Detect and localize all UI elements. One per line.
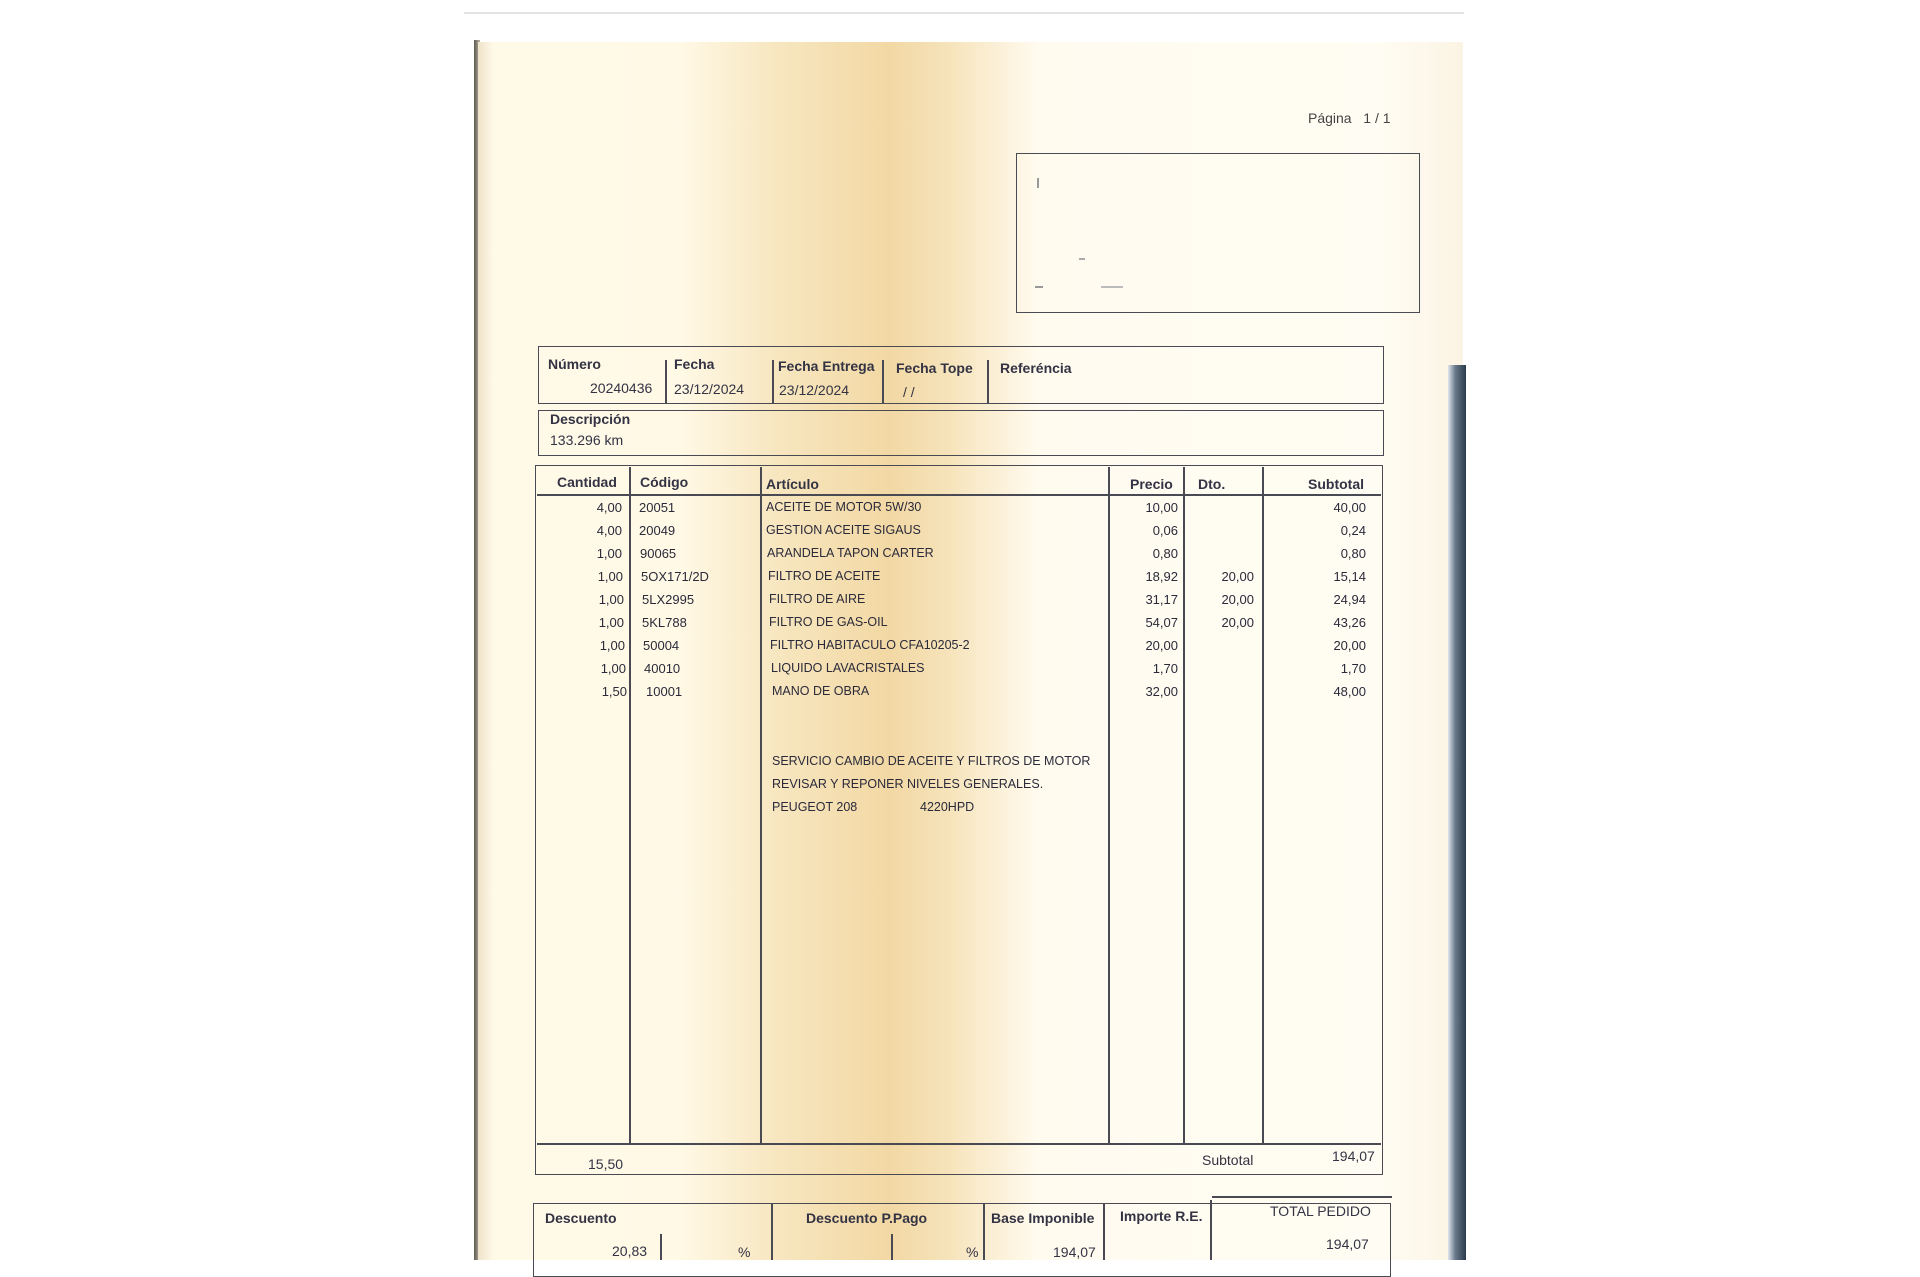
referencia-label: Referéncia — [1000, 360, 1072, 376]
base-imponible-label: Base Imponible — [991, 1210, 1095, 1226]
fecha-label: Fecha — [674, 356, 715, 372]
cell-articulo: GESTION ACEITE SIGAUS — [766, 523, 921, 537]
cell-cantidad: 1,00 — [598, 615, 624, 630]
col-precio: Precio — [1130, 476, 1173, 492]
base-imponible-value: 194,07 — [1053, 1244, 1096, 1260]
cell-codigo: 20051 — [639, 500, 676, 515]
header-divider — [882, 360, 884, 404]
cell-articulo: FILTRO HABITACULO CFA10205-2 — [770, 638, 970, 652]
col-subtotal: Subtotal — [1308, 476, 1364, 492]
pronto-pago-percent: % — [966, 1244, 979, 1260]
table-header-rule — [537, 494, 1381, 496]
fecha-tope-label: Fecha Tope — [896, 360, 973, 376]
cell-codigo: 5LX2995 — [642, 592, 695, 607]
subtotal-label: Subtotal — [1202, 1152, 1254, 1168]
descripcion-label: Descripción — [550, 411, 631, 427]
cell-precio: 1,70 — [1152, 661, 1178, 676]
cell-precio: 32,00 — [1145, 684, 1178, 699]
numero-label: Número — [548, 356, 601, 372]
table-row — [0, 615, 1920, 637]
page-number — [1308, 110, 1391, 126]
fecha-tope-value: / / — [903, 384, 915, 400]
page-label: Página — [1308, 110, 1352, 126]
descuento-value: 20,83 — [612, 1243, 648, 1259]
vehicle-plate: 4220HPD — [920, 800, 975, 814]
total-pedido-label: TOTAL PEDIDO — [1270, 1203, 1371, 1219]
cell-precio: 20,00 — [1145, 638, 1178, 653]
fecha-value: 23/12/2024 — [674, 381, 745, 397]
totals-divider — [983, 1204, 985, 1260]
customer-address-box — [1016, 153, 1420, 313]
total-pedido-value: 194,07 — [1326, 1236, 1369, 1252]
service-note: SERVICIO CAMBIO DE ACEITE Y FILTROS DE MOTOR — [772, 754, 1091, 768]
cell-subtotal: 0,24 — [1340, 523, 1366, 538]
descuento-percent: % — [738, 1244, 751, 1260]
cell-subtotal: 24,94 — [1333, 592, 1366, 607]
importe-re-label: Importe R.E. — [1120, 1208, 1203, 1224]
cell-cantidad: 4,00 — [596, 523, 622, 538]
cell-cantidad: 1,00 — [600, 661, 626, 676]
cell-codigo: 10001 — [646, 684, 683, 699]
totals-divider — [660, 1234, 662, 1260]
header-divider — [772, 360, 774, 404]
descripcion-value: 133.296 km — [550, 432, 624, 448]
table-row — [0, 500, 1920, 522]
header-divider — [665, 360, 667, 404]
totals-divider — [1103, 1204, 1105, 1260]
cell-cantidad: 4,00 — [596, 500, 622, 515]
fecha-entrega-label: Fecha Entrega — [778, 358, 875, 374]
redaction-mark — [1079, 258, 1085, 260]
table-row — [0, 546, 1920, 568]
cell-codigo: 40010 — [644, 661, 681, 676]
total-cantidad: 15,50 — [588, 1156, 624, 1172]
redaction-mark — [1035, 286, 1043, 288]
totals-divider — [771, 1204, 773, 1260]
totals-divider — [1210, 1200, 1212, 1260]
redaction-mark — [1037, 178, 1039, 188]
cell-subtotal: 15,14 — [1333, 569, 1366, 584]
cell-articulo: FILTRO DE GAS-OIL — [769, 615, 888, 629]
cell-subtotal: 40,00 — [1333, 500, 1366, 515]
cell-codigo: 90065 — [640, 546, 677, 561]
col-articulo: Artículo — [766, 476, 819, 492]
cell-precio: 31,17 — [1145, 592, 1178, 607]
cell-subtotal: 0,80 — [1340, 546, 1366, 561]
table-row — [0, 684, 1920, 706]
cell-cantidad: 1,00 — [597, 569, 623, 584]
redaction-mark — [1101, 286, 1123, 288]
service-note: PEUGEOT 208 — [772, 800, 858, 814]
pronto-pago-label: Descuento P.Pago — [806, 1210, 928, 1226]
table-row — [0, 523, 1920, 545]
col-cantidad: Cantidad — [557, 474, 617, 490]
total-pedido-top-rule — [1212, 1196, 1392, 1198]
cell-precio: 54,07 — [1145, 615, 1178, 630]
service-note: REVISAR Y REPONER NIVELES GENERALES. — [772, 777, 1044, 791]
cell-articulo: MANO DE OBRA — [772, 684, 870, 698]
cell-precio: 10,00 — [1145, 500, 1178, 515]
numero-value: 20240436 — [590, 380, 653, 396]
cell-codigo: 5OX171/2D — [641, 569, 709, 584]
col-dto: Dto. — [1198, 476, 1226, 492]
cell-articulo: ACEITE DE MOTOR 5W/30 — [766, 500, 922, 514]
subtotal-value: 194,07 — [1332, 1148, 1375, 1164]
scan-top-edge — [464, 12, 1464, 14]
descuento-label: Descuento — [545, 1210, 617, 1226]
cell-articulo: FILTRO DE ACEITE — [768, 569, 881, 583]
cell-dto: 20,00 — [1221, 592, 1254, 607]
cell-subtotal: 20,00 — [1333, 638, 1366, 653]
cell-precio: 18,92 — [1145, 569, 1178, 584]
col-codigo: Código — [640, 474, 689, 490]
page-value: 1 / 1 — [1363, 110, 1391, 126]
cell-subtotal: 1,70 — [1340, 661, 1366, 676]
cell-articulo: ARANDELA TAPON CARTER — [767, 546, 934, 560]
cell-precio: 0,80 — [1152, 546, 1178, 561]
table-footer-rule — [537, 1143, 1381, 1145]
cell-codigo: 20049 — [639, 523, 676, 538]
cell-subtotal: 48,00 — [1333, 684, 1366, 699]
cell-cantidad: 1,00 — [598, 592, 624, 607]
totals-box — [533, 1203, 1391, 1277]
cell-codigo: 5KL788 — [642, 615, 687, 630]
cell-dto: 20,00 — [1221, 569, 1254, 584]
descripcion-box — [538, 410, 1384, 456]
cell-cantidad: 1,00 — [599, 638, 625, 653]
header-divider — [987, 360, 989, 404]
cell-articulo: FILTRO DE AIRE — [769, 592, 866, 606]
cell-cantidad: 1,00 — [596, 546, 622, 561]
cell-dto: 20,00 — [1221, 615, 1254, 630]
cell-subtotal: 43,26 — [1333, 615, 1366, 630]
fecha-entrega-value: 23/12/2024 — [779, 382, 850, 398]
cell-codigo: 50004 — [643, 638, 680, 653]
cell-cantidad: 1,50 — [601, 684, 627, 699]
table-row — [0, 661, 1920, 683]
cell-precio: 0,06 — [1152, 523, 1178, 538]
cell-articulo: LIQUIDO LAVACRISTALES — [771, 661, 925, 675]
table-row — [0, 638, 1920, 660]
table-row — [0, 592, 1920, 614]
totals-divider — [891, 1234, 893, 1260]
table-row — [0, 569, 1920, 591]
